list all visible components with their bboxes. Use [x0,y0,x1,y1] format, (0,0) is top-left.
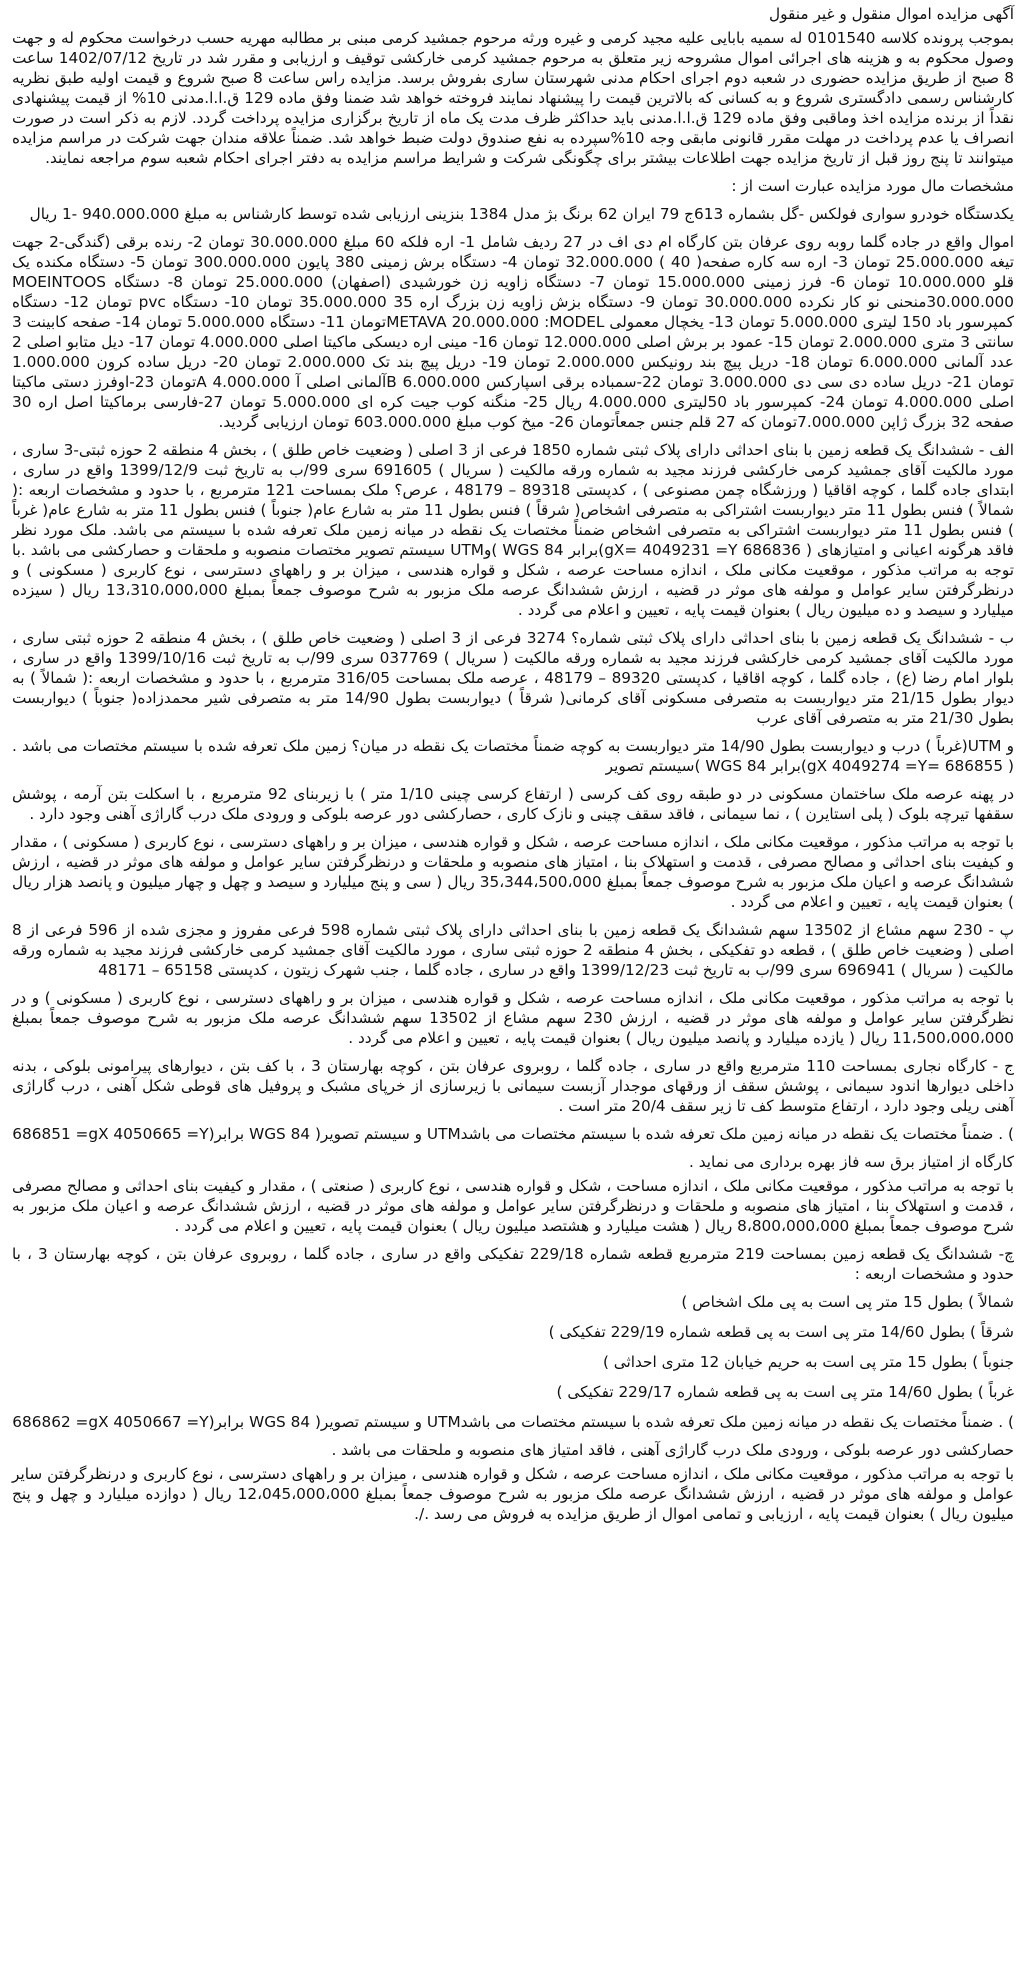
property-be-paragraph: ب - ششدانگ یک قطعه زمین با بنای احداثی دارای پلاک ثبتی شماره؟ 3274 فرعی از 3 اصلی ( وضعیت خاص طلق ) ، بخش 4 منطقه 2 حوزه ثبتی ساری ، مورد مالکیت آقای جمشید کرمی خارکشی فرزند مجید به شماره ورقه مالکیت ( سریال ) 037769 سری 99/ب به تاریخ ثبت 1399/10/16 واقع در ساری ، بلوار امام رضا (ع) ، جاده گلما ، کوچه اقاقیا ، کدپستی 89320 – 48179 ، عرصه ملک بمساحت 316/05 مترمربع ، با حدود و مشخصات اربعه :( شمالاً ) به دیوار بطول 21/15 متر دیواربست به متصرفی مسکونی آقای کرمانی( شرقاً ) دیواربست بطول 14/90 متر به متصرفی شیر محمدزاده( جنوباً ) دیواربست بطول 21/30 متر به متصرفی آقای عرب [12,629,1015,727]
property-jim-coordinates: 686851 =gX 4050665 =Y)برابر WGS 84 )و سیستم تصویر UTMضمناً مختصات یک نقطه در میانه زمین ملک تعرفه شده با سیستم مختصات می باشد . ( [12,1125,1014,1143]
notice-title: آگهی مزایده اموال منقول و غیر منقول [769,5,1014,23]
property-jim-paragraph: ج - کارگاه نجاری بمساحت 110 مترمربع واقع در ساری ، جاده گلما ، روبروی عرفان بتن ، کوچه بهارستان 3 ، با کف بتن ، دیوارهای پیرامونی بلوکی ، بدنه داخلی دیوارها اندود سیمانی ، پوشش سقف از ورقهای موجدار آزبست سیمانی با زیرسازی از خرپای مشبک و پروفیل های قوطی شکل آهنی ، درب گاراژی آهنی ریلی وجود دارد ، ارتفاع متوسط کف تا زیر سقف 20/4 متر است . [12,1057,1014,1115]
property-pe-paragraph: پ - 230 سهم مشاع از 13502 سهم ششدانگ یک قطعه زمین با بنای احداثی دارای پلاک ثبتی شماره 598 فرعی مفروز و مجزی شده از 596 فرعی از 8 اصلی ( وضعیت خاص طلق ) ، قطعه دو تفکیکی ، بخش 4 منطقه 2 حوزه ثبتی ساری ، مورد مالکیت آقای جمشید کرمی خارکشی فرزند مجید به شماره ورقه مالکیت ( سریال ) 696941 سری 99/ب به تاریخ ثبت 1399/12/23 واقع در ساری ، جاده گلما ، جنب شهرک زیتون ، کدپستی 65158 – 48171 [12,921,1015,979]
property-che-boundary-east: شرقاً ) بطول 14/60 متر پی است به پی قطعه شماره 229/19 تفکیکی ) [548,1323,1014,1341]
property-che-paragraph: چ- ششدانگ یک قطعه زمین بمساحت 219 مترمربع قطعه شماره 229/18 تفکیکی واقع در ساری ، جاده گلما ، روبروی عرفان بتن ، کوچه بهارستان 3 ، با حدود و مشخصات اربعه : [12,1245,1014,1283]
property-be-building: در پهنه عرصه ملک ساختمان مسکونی در دو طبقه روی کف کرسی ( ارتفاع کرسی چینی 1/10 متر ) با زیربنای 92 مترمربع ، با اسکلت بتن آرمه ، پوشش سقفها تیرچه بلوک ( پلی استایرن ) ، نما سیمانی ، فاقد سقف چینی و نازک کاری ، حصارکشی دور عرصه بلوکی و ورودی ملک درب گاراژی آهنی وجود دارد . [12,785,1014,823]
property-alef-paragraph: الف - ششدانگ یک قطعه زمین با بنای احداثی دارای پلاک ثبتی شماره 1850 فرعی از 3 اصلی ( وضعیت خاص طلق ) ، بخش 4 منطقه 2 حوزه ثبتی-3 ساری ، مورد مالکیت آقای جمشید کرمی خارکشی فرزند مجید به شماره ورقه مالکیت ( سریال ) 691605 سری 99/ب به تاریخ ثبت 1399/12/9 واقع در ساری ، ابتدای جاده گلما ، کوچه اقاقیا ( ورزشگاه چمن مصنوعی ) ، کدپستی 89318 – 48179 ، عرص؟ ملک بمساحت 121 مترمربع ، با حدود و مشخصات اربعه :( شمالاً ) فنس بطول 11 متر دیواربست اشتراکی به متصرفی اشخاص( شرقاً ) فنس بطول 11 متر به شارع عام( جنوباً ) فنس بطول 11 متر به شارع عام( غرباً ) فنس بطول 11 متر دیواربست اشتراکی به متصرفی اشخاص ضمناً مختصات یک نقطه در میانه زمین ملک تعرفه شده با سیستم می باشد. ملک مورد نظر فاقد هرگونه اعیانی و امتیازهای ( 686836 gX= 4049231 =Y)برابر WGS 84 )وUTM سیستم تصویر مختصات منصوبه و ملحقات و حصارکشی می باشد .با توجه به مراتب مذکور ، موقعیت مکانی ملک ، اندازه مساحت عرصه ، شکل و قواره هندسی ، میزان بر و راههای دسترسی ، نوع کاربری ( مسکونی ) و درنظرگرفتن سایر عوامل و مولفه های موثر در قضیه ، ارزش ششدانگ عرصه ملک مزبور به شرح موصوف جمعاً بمبلغ 13،310،000،000 ریال ( سیزده میلیارد و سیصد و ده میلیون ریال ) بعنوان قیمت پایه ، تعیین و اعلام می گردد . [12,441,1015,619]
property-che-valuation: با توجه به مراتب مذکور ، موقعیت مکانی ملک ، اندازه مساحت عرصه ، شکل و قواره هندسی ، میزان بر و راههای دسترسی ، نوع کاربری و درنظرگرفتن سایر عوامل و مولفه های موثر در قضیه ، ارزش ششدانگ عرصه ملک مزبور به شرح موصوف جمعاً بمبلغ 12،045،000،000 ریال ( دوازده میلیارد و چهل و پنج میلیون ریال ) بعنوان قیمت پایه ، ارزیابی و تمامی اموال از طریق مزایده به فروش می رسد ./. [12,1465,1014,1523]
property-pe-valuation: با توجه به مراتب مذکور ، موقعیت مکانی ملک ، اندازه مساحت عرصه ، شکل و قواره هندسی ، میزان بر و راههای دسترسی ، نوع کاربری ( مسکونی ) و در نظرگرفتن سایر عوامل و مولفه های موثر در قضیه ، ارزش 230 سهم مشاع از 13502 سهم ششدانگ عرصه ملک مزبور به شرح موصوف جمعاً بمبلغ 11،500،000،000 ریال ( یازده میلیارد و پانصد میلیون ریال ) بعنوان قیمت پایه ، تعیین و اعلام می گردد . [12,989,1015,1047]
item-workshop-equipment-paragraph: اموال واقع در جاده گلما روبه روی عرفان بتن کارگاه ام دی اف در 27 ردیف شامل 1- اره فلکه 60 مبلغ 30.000.000 تومان 2- رنده برقی (گندگی-2 جهت تیغه 25.000.000 تومان 3- اره سه کاره صفحه( 40 ) 32.000.000 تومان 4- دستگاه برش زمینی 380 پایون 300.000.000 تومان 5- دستگاه مکنده یک قلو 10.000.000 تومان 6- فرز زمینی 15.000.000 تومان 7- دستگاه زاویه زن خورشیدی (اصفهان) 25.000.000 تومان 8- دستگاه MOEINTOOS 30.000.000منحنی نو کار نکرده 30.000.000 تومان 9- دستگاه بزش زاویه زن بزرگ اره 35 35.000.000 تومان 10- دستگاه pvc تومان 12- دستگاه کمپرسور باد 150 لیتری 5.000.000 تومان 13- یخچال معمولی METAVA 20.000.000 :MODELتومان 11- دستگاه 5.000.000 تومان 14- صفحه کابینت 3 سانتی 3 متری 2.000.000 تومان 15- عمود بر برش اصلی 12.000.000 تومان 16- مینی اره دیسکی ماکیتا اصلی 4.000.000 تومان 17- دیل متابو اصلی 2 عدد آلمانی 6.000.000 تومان 18- دریل پیچ بند رونیکس 2.000.000 تومان 19- دریل پیچ بند تک 2.000.000 تومان 20- دریل ساده کرون 1.000.000 تومان 21- دریل ساده دی سی دی 3.000.000 تومان 22-سمباده برقی اسپارکس 6.000.000 Bآلمانی اصلی آ 4.000.000 Aتومان 23-اوفرز دستی ماکیتا اصلی 4.000.000 تومان 24- کمپرسور باد 50لیتری 4.000.000 ریال 25- منگنه کوب جیت کره ای 5.000.000 تومان 27-فارسی برماکیتا اصل اره 30 صفحه 32 بزرگ ژاپن 7.000.000تومان که 27 قلم جنس جمعاًتومان 26- میخ کوب مبلغ 603.000.000 تومان ارزیابی گردید. [12,233,1015,431]
property-be-coordinates: و UTM(غرباً ) درب و دیواربست بطول 14/90 متر دیواربست به کوچه ضمناً مختصات یک نقطه در میان؟ زمین ملک تعرفه شده با سیستم مختصات می باشد . ( 686855 =gX 4049274 =Y)برابر WGS 84 )سیستم تصویر [12,737,1014,775]
property-che-boundary-west: غرباً ) بطول 14/60 متر پی است به پی قطعه شماره 229/17 تفکیکی ) [556,1383,1014,1401]
property-jim-valuation: با توجه به مراتب مذکور ، موقعیت مکانی ملک ، اندازه مساحت ، شکل و قواره هندسی ، نوع کاربری ( صنعتی ) ، مقدار و کیفیت بنای احداثی و مصالح مصرفی ، قدمت و استهلاک بنا ، امتیاز های منصوبه و ملحقات و درنظرگرفتن سایر عوامل و مولفه های موثر در قضیه ، ارزش ششدانگ عرصه و اعیان ملک مزبور به شرح موصوف جمعاً بمبلغ 8،800،000،000 ریال ( هشت میلیارد و هشتصد میلیون ریال ) بعنوان قیمت پایه ، تعیین و اعلام می گردد . [12,1177,1014,1235]
property-che-coordinates: 686862 =gX 4050667 =Y)برابر WGS 84 )و سیستم تصویر UTMضمناً مختصات یک نقطه در میانه زمین ملک تعرفه شده با سیستم مختصات می باشد . ( [12,1413,1014,1431]
intro-paragraph: بموجب پرونده کلاسه 0101540 له سمیه بابایی علیه مجید کرمی و غیره ورثه مرحوم جمشید کرمی مبنی بر مطالبه مهریه حسب درخواست محکوم له و جهت وصول محکوم به و هزینه های اجرائی اموال مشروحه زیر متعلق به مرحوم جمشید کرمی خارکشی توقیف و ارزیابی و مقرر شد در تاریخ 1402/07/12 ساعت 8 صبح از طریق مزایده حضوری در شعبه دوم اجرای احکام مدنی شهرستان ساری بفروش برسد. مزایده راس ساعت 8 صبح شروع و قیمت اولیه طبق نظریه کارشناس رسمی دادگستری شروع و به کسانی که بالاترین قیمت را پیشنهاد نمایند فروخته خواهد شد ضمنا وفق ماده 129 ق.ا.ا.مدنی 10% از قیمت پیشنهادی نقداً از برنده مزایده اخذ وماقبی وفق ماده 129 ق.ا.ا.مدنی باید حداکثر ظرف مدت یک ماه از تاریخ برگزاری مزایده پرداخت گردد. لازم به ذکر است در صورت انصراف یا عدم پرداخت در مهلت مقرر قانونی مابقی وجه 10%سپرده به نفع صندوق دولت ضبط خواهد شد. ضمناً علاقه مندان جهت شرکت در مراسم مزایده میتوانند تا پنج روز قبل از تاریخ مزایده جهت اطلاعات بیشتر برای چگونگی شرکت و شرایط مراسم مزایده به دفتر اجرای احکام شعبه سوم مراجعه نمایند. [12,29,1015,167]
property-be-valuation: با توجه به مراتب مذکور ، موقعیت مکانی ملک ، اندازه مساحت عرصه ، شکل و قواره هندسی ، میزان بر و راههای دسترسی ، نوع کاربری ( مسکونی ) ، مقدار و کیفیت بنای احداثی و مصالح مصرفی ، قدمت و استهلاک بنا ، امتیاز های منصوبه و ملحقات و درنظرگرفتن سایر عوامل و مولفه های موثر در قضیه ، ارزش ششدانگ عرصه و اعیان ملک مزبور به شرح موصوف جمعاً بمبلغ 35،344،500،000 ریال ( سی و پنج میلیارد و سیصد و چهل و چهار میلیون و پانصد هزار ریال ) بعنوان قیمت پایه ، تعیین و اعلام می گردد . [12,833,1014,911]
property-che-fence: حصارکشی دور عرصه بلوکی ، ورودی ملک درب گاراژی آهنی ، فاقد امتیاز های منصوبه و ملحقات می باشد . [331,1441,1014,1459]
property-che-boundary-north: شمالاً ) بطول 15 متر پی است به پی ملک اشخاص ) [681,1293,1014,1311]
property-che-boundary-south: جنوباً ) بطول 15 متر پی است به حریم خیابان 12 متری احداثی ) [602,1353,1014,1371]
item-vehicle-paragraph: یکدستگاه خودرو سواری فولکس -گل بشماره 613ج 79 ایران 62 برنگ بژ مدل 1384 بنزینی ارزیابی شده توسط کارشناس به مبلغ 940.000.000 -1 ریال [29,205,1014,223]
property-jim-electricity: کارگاه از امتیاز برق سه فاز بهره برداری می نماید . [689,1153,1014,1171]
items-subheading: مشخصات مال مورد مزایده عبارت است از : [731,177,1014,195]
